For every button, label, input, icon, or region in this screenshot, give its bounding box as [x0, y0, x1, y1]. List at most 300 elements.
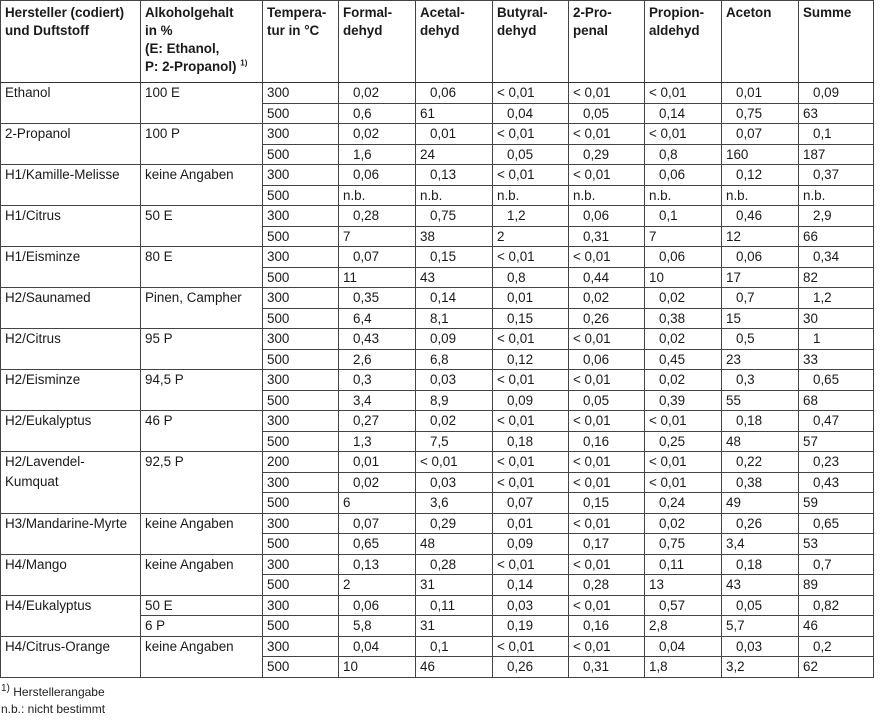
cell-alcohol: 6 P [141, 616, 263, 637]
cell-acetone: 48 [722, 431, 799, 452]
cell-acetaldehyde: 0,15 [416, 247, 493, 268]
table-row [1, 83, 874, 104]
cell-propenal: 0,28 [569, 575, 645, 596]
cell-acetone: 0,18 [722, 411, 799, 432]
cell-formaldehyde: 0,28 [339, 206, 416, 227]
cell-temperature: 500 [263, 431, 339, 452]
cell-alcohol: 92,5 P [141, 452, 263, 514]
cell-acetone: 0,46 [722, 206, 799, 227]
cell-alcohol: 100 P [141, 124, 263, 165]
header-acetone [722, 1, 799, 83]
cell-temperature: 300 [263, 124, 339, 145]
cell-acetaldehyde: 31 [416, 616, 493, 637]
cell-acetaldehyde: 0,06 [416, 83, 493, 104]
header-alcohol [141, 1, 263, 83]
cell-butyraldehyde: < 0,01 [493, 411, 569, 432]
cell-acetaldehyde: 31 [416, 575, 493, 596]
cell-acetaldehyde: 43 [416, 267, 493, 288]
cell-formaldehyde: 2 [339, 575, 416, 596]
cell-acetone: 12 [722, 226, 799, 247]
cell-acetaldehyde: 0,11 [416, 595, 493, 616]
cell-alcohol: 94,5 P [141, 370, 263, 411]
cell-acetone: 0,3 [722, 370, 799, 391]
table-row [1, 595, 874, 616]
cell-temperature: 500 [263, 349, 339, 370]
cell-butyraldehyde: 0,09 [493, 390, 569, 411]
cell-formaldehyde: 0,35 [339, 288, 416, 309]
cell-temperature: 300 [263, 83, 339, 104]
cell-temperature: 500 [263, 185, 339, 206]
cell-propionaldehyde: 0,06 [645, 247, 722, 268]
cell-propionaldehyde: 0,8 [645, 144, 722, 165]
cell-alcohol: keine Angaben [141, 636, 263, 677]
cell-propenal: 0,31 [569, 226, 645, 247]
cell-acetone: n.b. [722, 185, 799, 206]
cell-alcohol: 50 E [141, 595, 263, 616]
cell-acetone: 5,7 [722, 616, 799, 637]
cell-propenal: n.b. [569, 185, 645, 206]
cell-propionaldehyde: 0,45 [645, 349, 722, 370]
cell-acetaldehyde: n.b. [416, 185, 493, 206]
footnote-marker: 1) [1, 682, 10, 694]
table-body [1, 83, 874, 678]
cell-butyraldehyde: 0,18 [493, 431, 569, 452]
cell-temperature: 300 [263, 206, 339, 227]
header-line: (E: Ethanol, [145, 41, 220, 56]
cell-acetone: 160 [722, 144, 799, 165]
cell-sum: 0,7 [799, 554, 874, 575]
cell-sum: 0,34 [799, 247, 874, 268]
cell-alcohol: keine Angaben [141, 554, 263, 595]
cell-product: 2-Propanol [1, 124, 141, 165]
cell-acetaldehyde: 0,09 [416, 329, 493, 350]
cell-butyraldehyde: < 0,01 [493, 165, 569, 186]
cell-butyraldehyde: 0,12 [493, 349, 569, 370]
cell-sum: 1 [799, 329, 874, 350]
cell-acetone: 0,5 [722, 329, 799, 350]
cell-sum: 82 [799, 267, 874, 288]
cell-sum: 57 [799, 431, 874, 452]
cell-sum: 0,65 [799, 370, 874, 391]
cell-formaldehyde: n.b. [339, 185, 416, 206]
cell-product: H4/Citrus-Orange [1, 636, 141, 677]
cell-propionaldehyde: 0,57 [645, 595, 722, 616]
cell-propionaldehyde: 13 [645, 575, 722, 596]
cell-propenal: < 0,01 [569, 247, 645, 268]
cell-product: H1/Citrus [1, 206, 141, 247]
cell-sum: 0,82 [799, 595, 874, 616]
cell-acetaldehyde: 46 [416, 657, 493, 678]
cell-acetaldehyde: 8,1 [416, 308, 493, 329]
cell-formaldehyde: 0,06 [339, 165, 416, 186]
table-row [1, 411, 874, 432]
cell-acetone: 0,01 [722, 83, 799, 104]
cell-acetone: 0,26 [722, 513, 799, 534]
cell-alcohol: 46 P [141, 411, 263, 452]
cell-temperature: 300 [263, 472, 339, 493]
cell-formaldehyde: 0,07 [339, 513, 416, 534]
cell-formaldehyde: 0,6 [339, 103, 416, 124]
cell-acetone: 23 [722, 349, 799, 370]
cell-product: H1/Eisminze [1, 247, 141, 288]
cell-product: H1/Kamille-Melisse [1, 165, 141, 206]
cell-propenal: 0,06 [569, 206, 645, 227]
cell-butyraldehyde: < 0,01 [493, 452, 569, 473]
cell-butyraldehyde: 0,01 [493, 513, 569, 534]
cell-propionaldehyde: 0,04 [645, 636, 722, 657]
cell-sum: 2,9 [799, 206, 874, 227]
cell-sum: 66 [799, 226, 874, 247]
cell-propenal: < 0,01 [569, 595, 645, 616]
cell-sum: 30 [799, 308, 874, 329]
cell-acetaldehyde: 0,75 [416, 206, 493, 227]
cell-acetone: 15 [722, 308, 799, 329]
cell-sum: 63 [799, 103, 874, 124]
cell-propenal: < 0,01 [569, 329, 645, 350]
cell-sum: 187 [799, 144, 874, 165]
cell-product: H2/Eukalyptus [1, 411, 141, 452]
cell-temperature: 500 [263, 657, 339, 678]
cell-alcohol: keine Angaben [141, 513, 263, 554]
cell-butyraldehyde: < 0,01 [493, 472, 569, 493]
header-line: Acetal- [420, 5, 465, 20]
cell-formaldehyde: 6,4 [339, 308, 416, 329]
cell-acetone: 43 [722, 575, 799, 596]
cell-acetone: 0,75 [722, 103, 799, 124]
cell-propenal: < 0,01 [569, 411, 645, 432]
cell-acetone: 0,06 [722, 247, 799, 268]
cell-temperature: 300 [263, 595, 339, 616]
header-line: in % [145, 23, 173, 38]
cell-propenal: 0,16 [569, 431, 645, 452]
cell-temperature: 500 [263, 575, 339, 596]
cell-temperature: 500 [263, 226, 339, 247]
cell-acetaldehyde: < 0,01 [416, 452, 493, 473]
cell-sum: 0,23 [799, 452, 874, 473]
cell-temperature: 500 [263, 267, 339, 288]
cell-propenal: < 0,01 [569, 554, 645, 575]
table-row [1, 329, 874, 350]
header-line: und Duftstoff [5, 23, 90, 38]
cell-acetaldehyde: 6,8 [416, 349, 493, 370]
table-row [1, 636, 874, 657]
cell-butyraldehyde: < 0,01 [493, 124, 569, 145]
cell-sum: 68 [799, 390, 874, 411]
cell-sum: 0,09 [799, 83, 874, 104]
cell-formaldehyde: 11 [339, 267, 416, 288]
cell-butyraldehyde: 0,03 [493, 595, 569, 616]
cell-sum: 0,2 [799, 636, 874, 657]
cell-acetaldehyde: 0,28 [416, 554, 493, 575]
cell-temperature: 300 [263, 247, 339, 268]
cell-propionaldehyde: 0,25 [645, 431, 722, 452]
header-line: tur in °C [267, 23, 320, 38]
cell-temperature: 300 [263, 554, 339, 575]
cell-formaldehyde: 0,07 [339, 247, 416, 268]
cell-propionaldehyde: < 0,01 [645, 411, 722, 432]
header-propenal [569, 1, 645, 83]
cell-propionaldehyde: 1,8 [645, 657, 722, 678]
cell-product: H2/Lavendel-Kumquat [1, 452, 141, 514]
cell-butyraldehyde: n.b. [493, 185, 569, 206]
cell-product: H4/Eukalyptus [1, 595, 141, 636]
cell-acetaldehyde: 61 [416, 103, 493, 124]
cell-butyraldehyde: < 0,01 [493, 329, 569, 350]
cell-acetaldehyde: 3,6 [416, 493, 493, 514]
cell-propionaldehyde: 0,39 [645, 390, 722, 411]
cell-alcohol: 100 E [141, 83, 263, 124]
cell-butyraldehyde: < 0,01 [493, 554, 569, 575]
cell-acetaldehyde: 0,14 [416, 288, 493, 309]
header-line: Aceton [726, 5, 772, 20]
cell-temperature: 500 [263, 534, 339, 555]
cell-acetaldehyde: 48 [416, 534, 493, 555]
footnote-nb: n.b.: nicht bestimmt [1, 701, 106, 716]
cell-propionaldehyde: 0,06 [645, 165, 722, 186]
footnotes [0, 680, 873, 718]
cell-butyraldehyde: 2 [493, 226, 569, 247]
cell-acetaldehyde: 7,5 [416, 431, 493, 452]
cell-sum: 0,1 [799, 124, 874, 145]
cell-propenal: 0,17 [569, 534, 645, 555]
cell-product: H3/Mandarine-Myrte [1, 513, 141, 554]
cell-acetone: 49 [722, 493, 799, 514]
cell-temperature: 500 [263, 616, 339, 637]
cell-acetone: 0,07 [722, 124, 799, 145]
cell-butyraldehyde: 0,19 [493, 616, 569, 637]
header-line: Formal- [343, 5, 393, 20]
cell-propionaldehyde: < 0,01 [645, 83, 722, 104]
cell-product: H2/Citrus [1, 329, 141, 370]
cell-propenal: < 0,01 [569, 513, 645, 534]
cell-sum: 89 [799, 575, 874, 596]
cell-temperature: 300 [263, 513, 339, 534]
cell-formaldehyde: 2,6 [339, 349, 416, 370]
cell-formaldehyde: 0,13 [339, 554, 416, 575]
header-line: dehyd [343, 23, 383, 38]
cell-formaldehyde: 0,01 [339, 452, 416, 473]
header-line: Hersteller (codiert) [5, 5, 125, 20]
cell-propionaldehyde: 7 [645, 226, 722, 247]
cell-formaldehyde: 0,27 [339, 411, 416, 432]
cell-propenal: 0,05 [569, 390, 645, 411]
header-line: Propion- [649, 5, 705, 20]
cell-formaldehyde: 1,6 [339, 144, 416, 165]
cell-sum: 1,2 [799, 288, 874, 309]
cell-acetaldehyde: 0,1 [416, 636, 493, 657]
cell-formaldehyde: 3,4 [339, 390, 416, 411]
cell-formaldehyde: 1,3 [339, 431, 416, 452]
header-line: aldehyd [649, 23, 700, 38]
cell-propionaldehyde: 0,14 [645, 103, 722, 124]
cell-product: H4/Mango [1, 554, 141, 595]
table-row [1, 370, 874, 391]
cell-acetaldehyde: 0,13 [416, 165, 493, 186]
cell-propenal: < 0,01 [569, 452, 645, 473]
cell-butyraldehyde: 0,14 [493, 575, 569, 596]
cell-sum: 46 [799, 616, 874, 637]
cell-butyraldehyde: < 0,01 [493, 370, 569, 391]
cell-acetone: 0,03 [722, 636, 799, 657]
cell-propionaldehyde: 0,24 [645, 493, 722, 514]
cell-sum: 0,65 [799, 513, 874, 534]
cell-acetaldehyde: 0,03 [416, 472, 493, 493]
footnote-text: Herstellerangabe [13, 684, 105, 699]
cell-acetaldehyde: 0,01 [416, 124, 493, 145]
cell-temperature: 300 [263, 288, 339, 309]
cell-butyraldehyde: 1,2 [493, 206, 569, 227]
cell-propionaldehyde: n.b. [645, 185, 722, 206]
header-line: dehyd [420, 23, 460, 38]
cell-acetaldehyde: 0,03 [416, 370, 493, 391]
cell-propenal: < 0,01 [569, 83, 645, 104]
cell-butyraldehyde: 0,26 [493, 657, 569, 678]
cell-sum: 0,47 [799, 411, 874, 432]
table-header-row [1, 1, 874, 83]
cell-formaldehyde: 7 [339, 226, 416, 247]
cell-alcohol: 95 P [141, 329, 263, 370]
table-row [1, 165, 874, 186]
cell-sum: 59 [799, 493, 874, 514]
cell-temperature: 200 [263, 452, 339, 473]
cell-butyraldehyde: 0,07 [493, 493, 569, 514]
cell-acetaldehyde: 38 [416, 226, 493, 247]
header-line: penal [573, 23, 608, 38]
table-row [1, 247, 874, 268]
cell-propenal: 0,31 [569, 657, 645, 678]
cell-propionaldehyde: 10 [645, 267, 722, 288]
cell-acetaldehyde: 8,9 [416, 390, 493, 411]
cell-formaldehyde: 0,3 [339, 370, 416, 391]
cell-temperature: 300 [263, 370, 339, 391]
cell-propenal: 0,29 [569, 144, 645, 165]
cell-sum: 0,37 [799, 165, 874, 186]
cell-formaldehyde: 0,06 [339, 595, 416, 616]
header-propionaldehyde [645, 1, 722, 83]
table-row [1, 206, 874, 227]
cell-alcohol: Pinen, Campher [141, 288, 263, 329]
cell-butyraldehyde: < 0,01 [493, 247, 569, 268]
cell-acetone: 0,22 [722, 452, 799, 473]
cell-propenal: 0,44 [569, 267, 645, 288]
cell-temperature: 500 [263, 103, 339, 124]
table-row [1, 452, 874, 473]
cell-propionaldehyde: < 0,01 [645, 472, 722, 493]
header-line: P: 2-Propanol) [145, 59, 237, 74]
cell-propenal: < 0,01 [569, 472, 645, 493]
cell-alcohol: 80 E [141, 247, 263, 288]
cell-propenal: < 0,01 [569, 165, 645, 186]
cell-formaldehyde: 0,02 [339, 124, 416, 145]
footnote-ref: 1) [240, 58, 248, 68]
cell-product: H2/Eisminze [1, 370, 141, 411]
cell-product: H2/Saunamed [1, 288, 141, 329]
cell-formaldehyde: 10 [339, 657, 416, 678]
header-line: dehyd [497, 23, 537, 38]
cell-sum: 33 [799, 349, 874, 370]
cell-propionaldehyde: 0,02 [645, 513, 722, 534]
table-row [1, 288, 874, 309]
cell-propionaldehyde: 2,8 [645, 616, 722, 637]
table-row [1, 124, 874, 145]
cell-formaldehyde: 5,8 [339, 616, 416, 637]
cell-propionaldehyde: 0,02 [645, 288, 722, 309]
cell-propenal: 0,02 [569, 288, 645, 309]
cell-alcohol: 50 E [141, 206, 263, 247]
cell-propenal: 0,16 [569, 616, 645, 637]
cell-propenal: < 0,01 [569, 124, 645, 145]
cell-acetone: 0,18 [722, 554, 799, 575]
cell-product: Ethanol [1, 83, 141, 124]
cell-butyraldehyde: 0,15 [493, 308, 569, 329]
cell-acetone: 0,38 [722, 472, 799, 493]
cell-butyraldehyde: < 0,01 [493, 83, 569, 104]
header-temperature [263, 1, 339, 83]
cell-propionaldehyde: 0,1 [645, 206, 722, 227]
cell-propenal: < 0,01 [569, 636, 645, 657]
cell-propenal: 0,06 [569, 349, 645, 370]
cell-propionaldehyde: 0,75 [645, 534, 722, 555]
cell-formaldehyde: 0,43 [339, 329, 416, 350]
cell-propionaldehyde: < 0,01 [645, 452, 722, 473]
cell-sum: 53 [799, 534, 874, 555]
cell-temperature: 300 [263, 411, 339, 432]
header-line: 2-Pro- [573, 5, 612, 20]
cell-temperature: 500 [263, 493, 339, 514]
cell-acetone: 3,2 [722, 657, 799, 678]
cell-acetone: 3,4 [722, 534, 799, 555]
header-line: Butyral- [497, 5, 548, 20]
cell-acetaldehyde: 24 [416, 144, 493, 165]
header-line: Tempera- [267, 5, 327, 20]
table-row [1, 513, 874, 534]
cell-butyraldehyde: 0,8 [493, 267, 569, 288]
cell-propenal: 0,15 [569, 493, 645, 514]
cell-propenal: < 0,01 [569, 370, 645, 391]
cell-acetone: 55 [722, 390, 799, 411]
cell-formaldehyde: 0,65 [339, 534, 416, 555]
cell-propionaldehyde: 0,11 [645, 554, 722, 575]
header-sum [799, 1, 874, 83]
cell-acetaldehyde: 0,29 [416, 513, 493, 534]
cell-formaldehyde: 6 [339, 493, 416, 514]
cell-butyraldehyde: < 0,01 [493, 636, 569, 657]
header-manufacturer [1, 1, 141, 83]
header-line: Alkoholgehalt [145, 5, 234, 20]
cell-alcohol: keine Angaben [141, 165, 263, 206]
header-formaldehyde [339, 1, 416, 83]
cell-propionaldehyde: < 0,01 [645, 124, 722, 145]
cell-temperature: 500 [263, 308, 339, 329]
header-butyraldehyde [493, 1, 569, 83]
cell-formaldehyde: 0,04 [339, 636, 416, 657]
cell-acetone: 17 [722, 267, 799, 288]
cell-temperature: 300 [263, 329, 339, 350]
cell-sum: n.b. [799, 185, 874, 206]
cell-sum: 62 [799, 657, 874, 678]
table-row [1, 554, 874, 575]
cell-temperature: 500 [263, 144, 339, 165]
header-acetaldehyde [416, 1, 493, 83]
cell-propionaldehyde: 0,02 [645, 329, 722, 350]
cell-butyraldehyde: 0,01 [493, 288, 569, 309]
cell-temperature: 300 [263, 165, 339, 186]
cell-sum: 0,43 [799, 472, 874, 493]
cell-acetone: 0,12 [722, 165, 799, 186]
cell-propionaldehyde: 0,02 [645, 370, 722, 391]
cell-butyraldehyde: 0,05 [493, 144, 569, 165]
cell-propionaldehyde: 0,38 [645, 308, 722, 329]
